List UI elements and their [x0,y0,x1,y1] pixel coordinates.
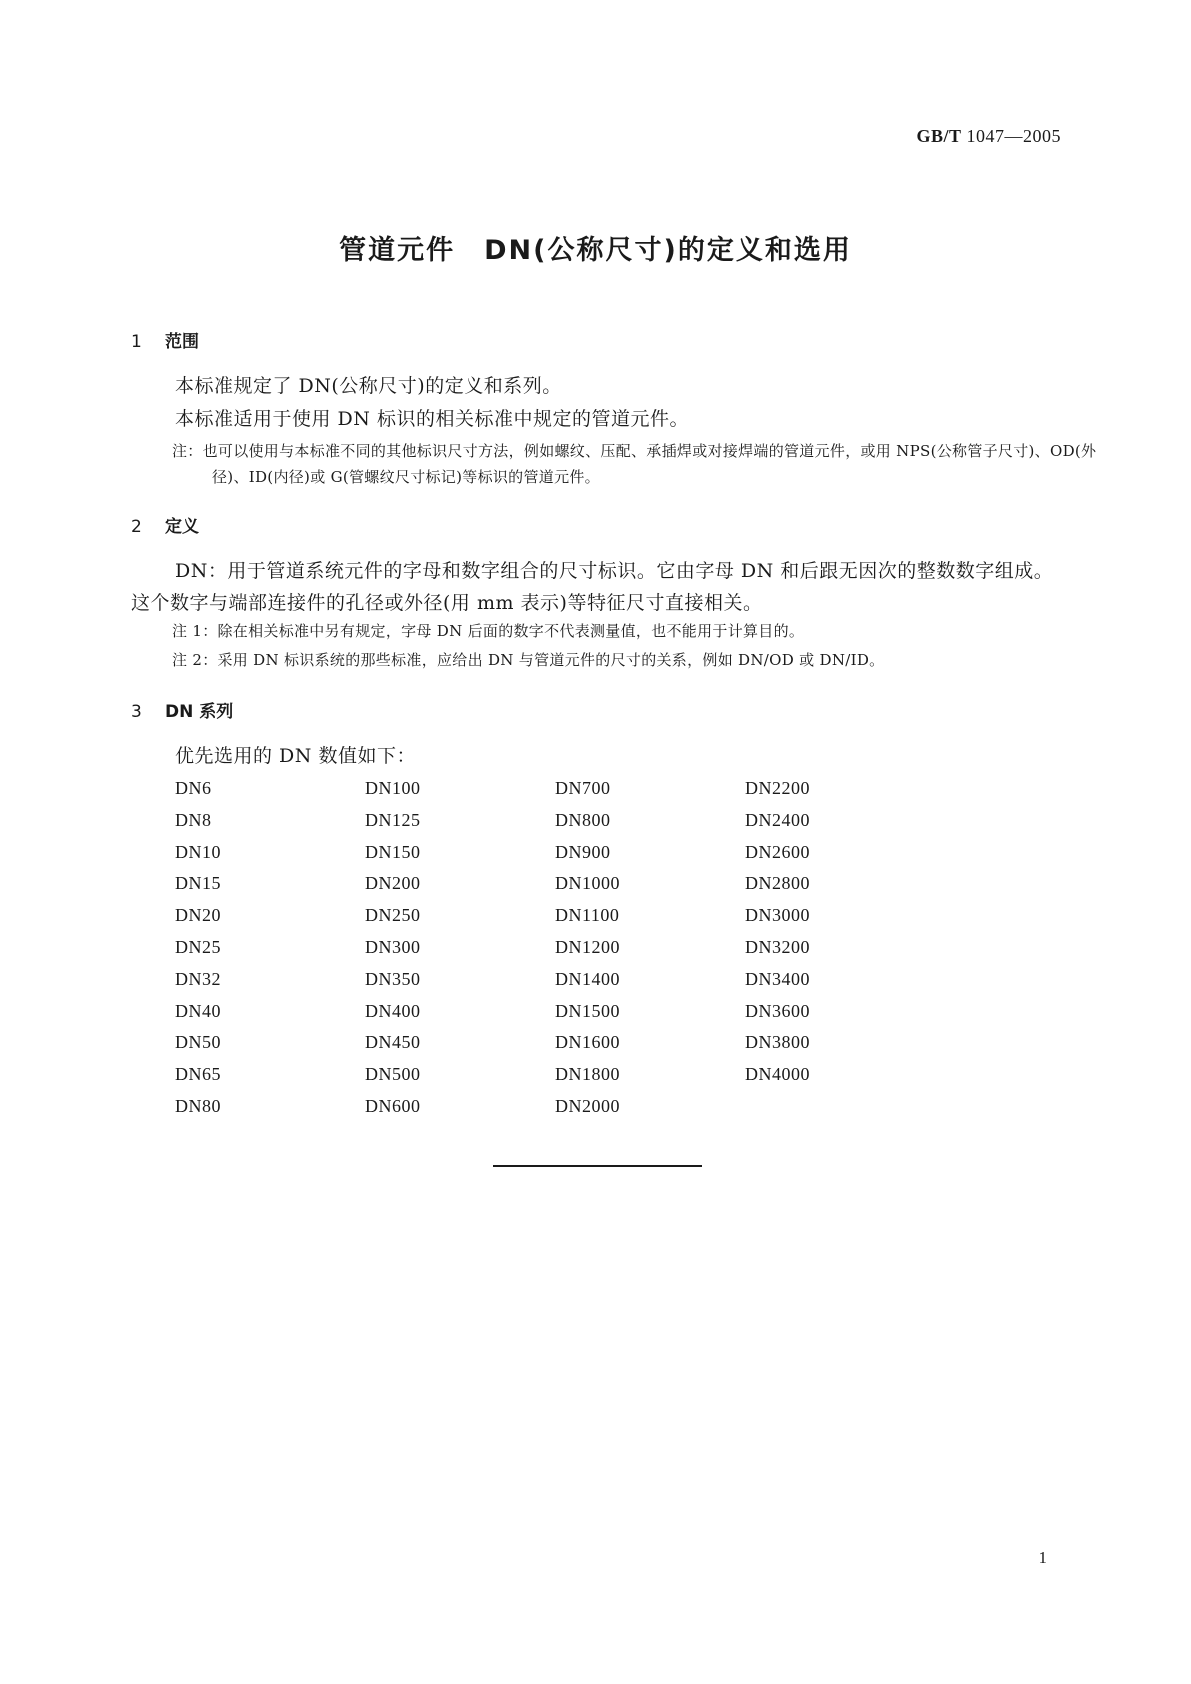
dn-value: DN80 [175,1095,221,1116]
section-2-note-2: 注 2：采用 DN 标识系统的那些标准，应给出 DN 与管道元件的尺寸的关系，例如 DN/OD 或 DN/ID。 [172,651,885,669]
section-2-title: 定义 [165,517,199,537]
section-2-definition: DN：用于管道系统元件的字母和数字组合的尺寸标识。它由字母 DN 和后跟无因次的整数数字组成。这个数字与端部连接件的孔径或外径(用 mm 表示)等特征尺寸直接相关。 [131,560,1054,614]
dn-value: DN6 [175,778,212,798]
dn-value: DN8 [175,809,212,830]
dn-value: DN400 [365,1000,421,1021]
standard-number: 1047—2005 [961,126,1061,146]
dn-value: DN4000 [745,1064,810,1085]
dn-value: DN700 [555,778,611,798]
dn-value: DN3600 [745,1000,810,1021]
document-title: 管道元件 DN(公称尺寸)的定义和选用 [339,235,852,266]
dn-value: DN1000 [555,873,620,894]
dn-value: DN250 [365,905,421,926]
dn-value: DN1400 [555,968,620,989]
dn-value: DN450 [365,1032,421,1053]
dn-value: DN125 [365,809,421,830]
dn-value: DN25 [175,936,221,957]
dn-value: DN3400 [745,968,810,989]
dn-value: DN1200 [555,936,620,957]
section-3-title: DN 系列 [165,702,234,722]
dn-value: DN1800 [555,1064,620,1085]
section-1-heading [131,327,199,352]
dn-value: DN3200 [745,936,810,957]
section-1-paragraph-2: 本标准适用于使用 DN 标识的相关标准中规定的管道元件。 [175,408,689,430]
dn-value: DN350 [365,968,421,989]
dn-value: DN15 [175,873,221,894]
dn-value: DN2000 [555,1095,620,1116]
dn-value: DN600 [365,1095,421,1116]
page-number: 1 [1038,1548,1047,1567]
section-2-heading [131,512,199,537]
dn-value: DN200 [365,873,421,894]
section-2-note-1: 注 1：除在相关标准中另有规定，字母 DN 后面的数字不代表测量值，也不能用于计算目的。 [172,622,805,640]
dn-value: DN900 [555,841,611,862]
end-rule [493,1165,702,1167]
section-3-number: 3 [131,702,142,722]
dn-value: DN300 [365,936,421,957]
section-3-heading [131,697,233,722]
section-1-paragraph-1: 本标准规定了 DN(公称尺寸)的定义和系列。 [175,375,562,397]
dn-value: DN10 [175,841,221,862]
dn-value: DN2800 [745,873,810,894]
section-1-number: 1 [131,332,142,352]
dn-value: DN100 [365,778,421,798]
dn-value: DN2400 [745,809,810,830]
section-1-title: 范围 [165,332,199,352]
dn-value: DN150 [365,841,421,862]
standard-code [916,126,1061,147]
dn-value: DN40 [175,1000,221,1021]
dn-value: DN20 [175,905,221,926]
dn-value: DN1100 [555,905,620,926]
dn-value: DN32 [175,968,221,989]
section-1-note: 注：也可以使用与本标准不同的其他标识尺寸方法，例如螺纹、压配、承插焊或对接焊端的管道元件，或用 NPS(公称管子尺寸)、OD(外径)、ID(内径)或 G(管螺纹尺寸标记)等标识的管道元件。 [172,442,1097,486]
section-3-intro: 优先选用的 DN 数值如下： [175,745,416,767]
dn-value: DN800 [555,809,611,830]
dn-value: DN3000 [745,905,810,926]
dn-value: DN1500 [555,1000,620,1021]
section-2-number: 2 [131,517,142,537]
dn-value: DN2200 [745,778,810,798]
dn-value: DN500 [365,1064,421,1085]
dn-value: DN3800 [745,1032,810,1053]
dn-value: DN50 [175,1032,221,1053]
dn-values-table [175,773,935,1123]
standard-prefix: GB/T [916,126,962,146]
dn-value: DN2600 [745,841,810,862]
dn-value: DN1600 [555,1032,620,1053]
dn-value: DN65 [175,1064,221,1085]
